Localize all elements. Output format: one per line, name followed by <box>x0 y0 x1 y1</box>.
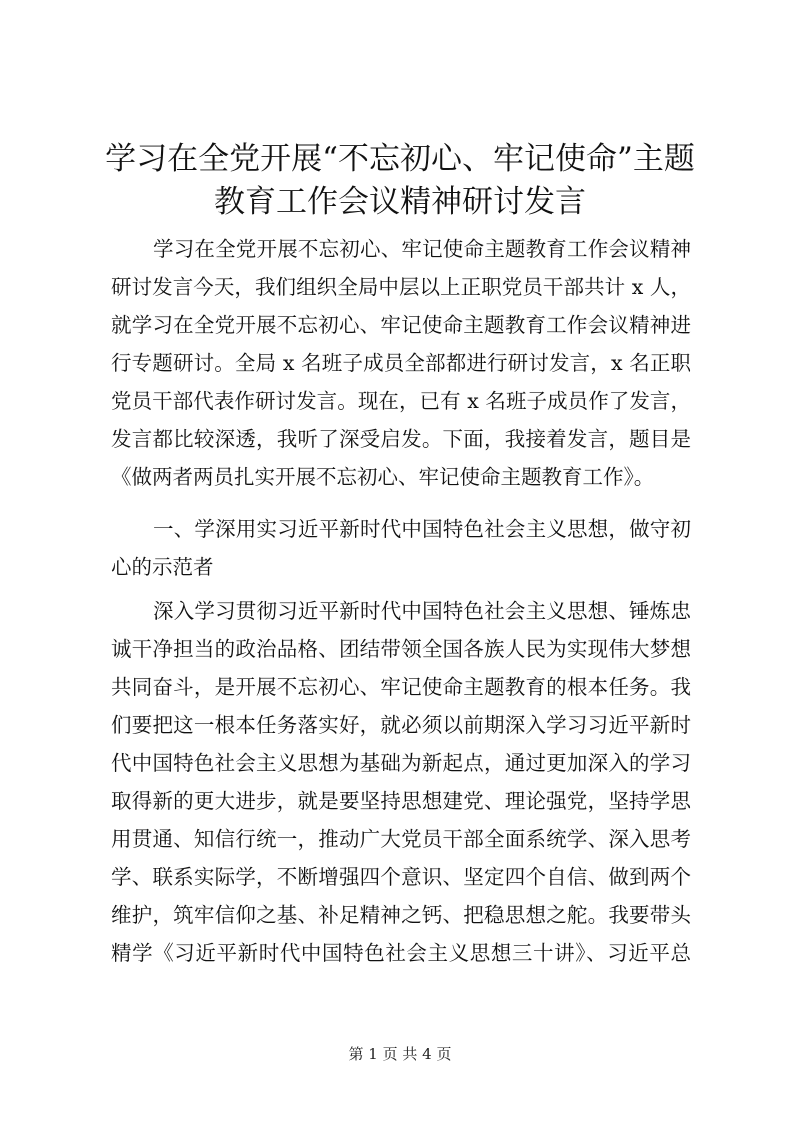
paragraph-1-line-3: 就学习在全党开展不忘初心、牢记使命主题教育工作会议精神进 <box>111 313 691 337</box>
paragraph-3-line-3: 共同奋斗，是开展不忘初心、牢记使命主题教育的根本任务。我 <box>111 675 691 699</box>
paragraph-3-line-6: 取得新的更大进步，就是要坚持思想建党、理论强党，坚持学思 <box>111 789 691 813</box>
paragraph-3-line-4: 们要把这一根本任务落实好，就必须以前期深入学习习近平新时 <box>111 713 691 737</box>
section-heading-line-2: 心的示范者 <box>111 555 214 579</box>
paragraph-1-line-7: 《做两者两员扎实开展不忘初心、牢记使命主题教育工作》。 <box>111 465 655 489</box>
paragraph-3-line-9: 维护，筑牢信仰之基、补足精神之钙、把稳思想之舵。我要带头 <box>111 903 691 927</box>
paragraph-3-line-8: 学、联系实际学，不断增强四个意识、坚定四个自信、做到两个 <box>111 865 691 889</box>
paragraph-1-line-1: 学习在全党开展不忘初心、牢记使命主题教育工作会议精神 <box>153 237 691 261</box>
paragraph-1-line-4: 行专题研讨。全局 x 名班子成员全部都进行研讨发言，x 名正职 <box>111 351 691 375</box>
paragraph-1-line-6: 发言都比较深透，我听了深受启发。下面，我接着发言，题目是 <box>111 427 691 451</box>
paragraph-3-line-1: 深入学习贯彻习近平新时代中国特色社会主义思想、锤炼忠 <box>153 599 691 623</box>
paragraph-1-line-5: 党员干部代表作研讨发言。现在，已有 x 名班子成员作了发言， <box>111 389 691 413</box>
paragraph-1-line-2: 研讨发言今天，我们组织全局中层以上正职党员干部共计 x 人， <box>111 275 691 299</box>
paragraph-3-line-10: 精学《习近平新时代中国特色社会主义思想三十讲》、习近平总 <box>111 941 691 965</box>
document-title-line-1: 学习在全党开展“不忘初心、牢记使命”主题 <box>105 141 695 177</box>
section-heading-line-1: 一、学深用实习近平新时代中国特色社会主义思想，做守初 <box>153 517 691 541</box>
document-title-line-2: 教育工作会议精神研讨发言 <box>214 184 586 220</box>
paragraph-3-line-2: 诚干净担当的政治品格、团结带领全国各族人民为实现伟大梦想 <box>111 637 691 661</box>
paragraph-3-line-7: 用贯通、知信行统一，推动广大党员干部全面系统学、深入思考 <box>111 827 691 851</box>
page-footer: 第 1 页 共 4 页 <box>348 1045 452 1063</box>
paragraph-3-line-5: 代中国特色社会主义思想为基础为新起点，通过更加深入的学习 <box>111 751 691 775</box>
